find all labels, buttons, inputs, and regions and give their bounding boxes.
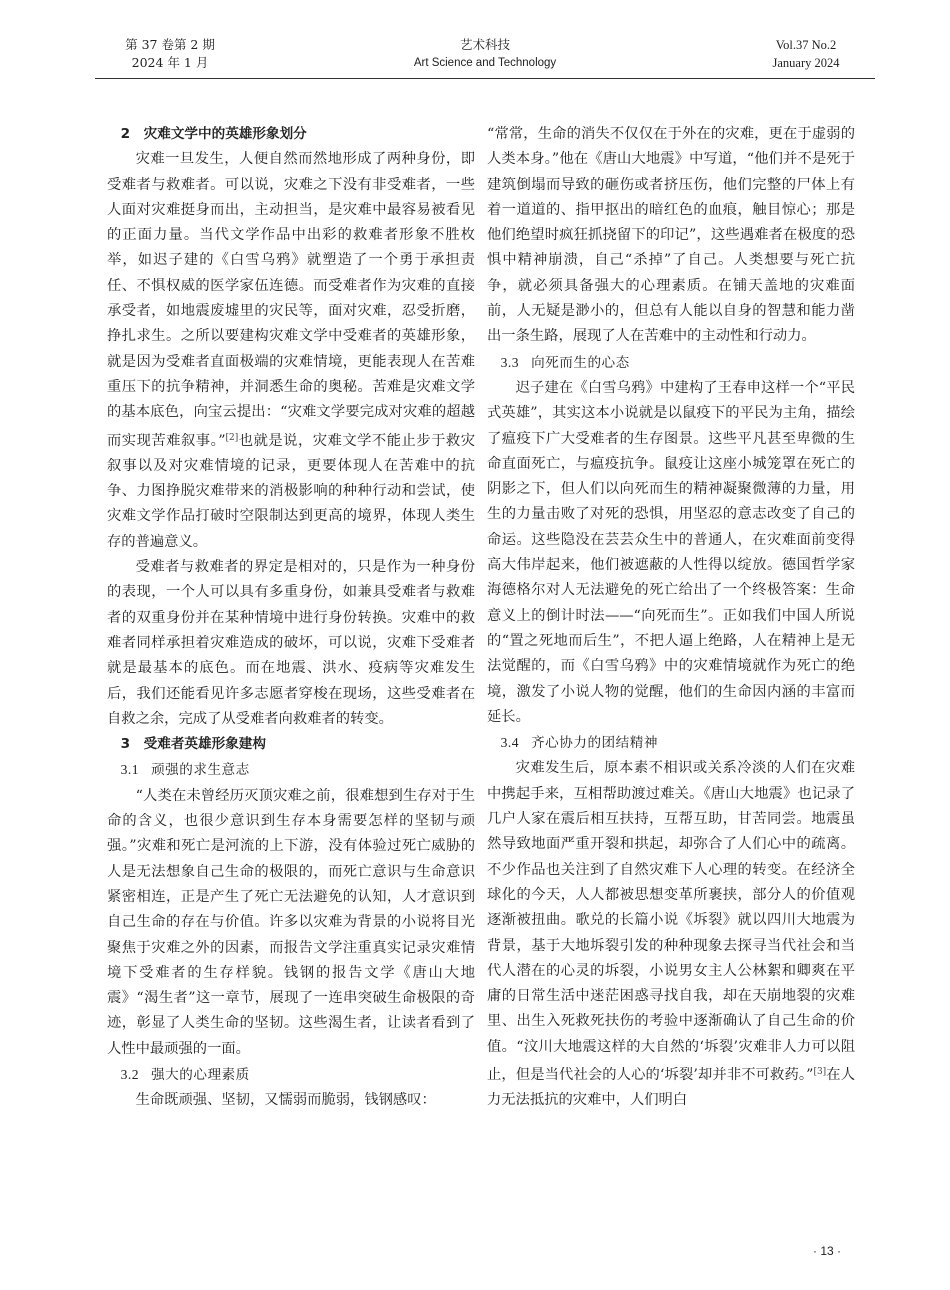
subsection-heading-3-4 xyxy=(487,730,855,756)
page-header xyxy=(95,36,875,78)
subsection-heading-3-1 xyxy=(107,757,475,783)
paragraph xyxy=(487,756,855,1113)
subsection-title: 强大的心理素质 xyxy=(151,1066,250,1083)
paragraph xyxy=(107,147,475,555)
paragraph-text: 也就是说，灾难文学不能止步于救灾叙事以及对灾难情境的记录，更要体现人在苦难中的抗争、力图挣脱灾难带来的消极影响的种种行动和尝试，使灾难文学作品打破时空限制达到更高的境界，体现人类生存的普遍意义。 xyxy=(107,432,475,550)
subsection-title: 齐心协力的团结精神 xyxy=(531,735,658,752)
journal-title-en: Art Science and Technology xyxy=(413,57,557,69)
volume-en: Vol.37 No.2 xyxy=(775,38,837,52)
paragraph: 迟子建在《白雪乌鸦》中建构了王春申这样一个“平民式英雄”，其实这本小说就是以鼠疫下的平民为主角，描绘了瘟疫下广大受难者的生存图景。这些平凡甚至卑微的生命直面死亡，与瘟疫抗争。鼠疫让这座小城笼罩在死亡的阴影之下，但人们以向死而生的精神凝聚微薄的力量，用生的力量击败了对死的恐惧，用坚忍的意志改变了自己的命运。这些隐没在芸芸众生中的普通人，在灾难面前变得高大伟岸起来，他们被遮蔽的人性得以绽放。德国哲学家海德格尔对人无法避免的死亡给出了一个终极答案：生命意义上的倒计时法——“向死而生”。正如我们中国人所说的“置之死地而后生”，不把人逼上绝路，人在精神上是无法觉醒的，而《白雪乌鸦》中的灾难情境就作为死亡的绝境，激发了小说人物的觉醒，他们的生命因内涵的丰富而延长。 xyxy=(487,379,855,725)
header-right xyxy=(751,36,861,72)
subsection-heading-3-2 xyxy=(107,1062,475,1088)
paragraph-text: 灾难一旦发生，人便自然而然地形成了两种身份，即受难者与救难者。可以说，灾难之下没有非受难者，一些人面对灾难挺身而出，主动担当，是灾难中最容易被看见的正面力量。当代文学作品中出彩的救难者形象不胜枚举，如迟子建的《白雪乌鸦》就塑造了一个勇于承担责任、不惧权威的医学家伍连德。而受难者作为灾难的直接承受者，如地震废墟里的灾民等，面对灾难，忍受折磨，挣扎求生。之所以要建构灾难文学中受难者的英雄形象，就是因为受难者直面极端的灾难情境，更能表现人在苦难重压下的抗争精神，并洞悉生命的奥秘。苦难是灾难文学的基本底色，向宝云提出：“灾难文学要完成对灾难的超越而实现苦难叙事。” xyxy=(107,151,475,449)
paragraph: 生命既顽强、坚韧，又懦弱而脆弱，钱钢感叹： xyxy=(135,1092,436,1109)
subsection-number: 3.1 xyxy=(120,762,140,778)
subsection-title: 向死而生的心态 xyxy=(531,354,630,371)
paragraph-text: 在人力无法抵抗的灾难中，人们明白 xyxy=(487,1066,856,1109)
paragraph: 受难者与救难者的界定是相对的，只是作为一种身份的表现，一个人可以具有多重身份，如兼具受难者与救难者的双重身份并在某种情境中进行身份转换。灾难中的救难者同样承担着灾难造成的破坏，可以说，灾难下受难者就是最基本的底色。而在地震、洪水、疫病等灾难发生后，我们还能看见许多志愿者穿梭在现场，这些受难者在自救之余，完成了从受难者向救难者的转变。 xyxy=(107,559,475,727)
right-column xyxy=(487,122,855,1114)
paragraph: “人类在未曾经历灭顶灾难之前，很难想到生存对于生命的含义，也很少意识到生存本身需要怎样的坚韧与顽强。”灾难和死亡是河流的上下游，没有体验过死亡威胁的人是无法想象自己生命的极限的，而死亡意识与生命意识紧密相连，正是产生了死亡无法避免的认知，人才意识到自己生命的存在与价值。许多以灾难为背景的小说将目光聚焦于灾难之外的因素，而报告文学注重真实记录灾难情境下受难者的生存样貌。钱钢的报告文学《唐山大地震》“渴生者”这一章节，展现了一连串突破生命极限的奇迹，彰显了人类生命的坚韧。这些渴生者，让读者看到了人性中最顽强的一面。 xyxy=(107,787,475,1057)
paragraph-text: 灾难发生后，原本素不相识或关系冷淡的人们在灾难中携起手来，互相帮助渡过难关。《唐山大地震》也记录了几户人家在震后相互扶持，互帮互助，甘苦同尝。地震虽然导致地面严重开裂和拱起，却弥合了人们心中的疏离。不少作品也关注到了自然灾难下人心理的转变。在经济全球化的今天，人人都被思想变革所裹挟，部分人的价值观逐渐被扭曲。歌兑的长篇小说《坼裂》就以四川大地震为背景，基于大地坼裂引发的种种现象去探寻当代社会和当代人潜在的心灵的坼裂，小说男女主人公林絮和卿爽在平庸的日常生活中迷茫困惑寻找自我，却在天崩地裂的灾难里、出生入死救死扶伤的考验中逐渐确认了自己生命的价值。“汶川大地震这样的大自然的‘坼裂’灾难非人力可以阻止，但是当代社会的人心的‘坼裂’却并非不可救药。” xyxy=(487,760,855,1083)
subsection-number: 3.3 xyxy=(500,354,520,370)
paragraph-continued: “常常，生命的消失不仅仅在于外在的灾难，更在于虚弱的人类本身。”他在《唐山大地震》中写道，“他们并不是死于建筑倒塌而导致的砸伤或者挤压伤，他们完整的尸体上有着一道道的、指甲抠出的暗红色的血痕，触目惊心；那是他们绝望时疯狂抓挠留下的印记”，这些遇难者在极度的恐惧中精神崩溃，自己“杀掉”了自己。人类想要与死亡抗争，就必须具备强大的心理素质。在铺天盖地的灾难面前，人无疑是渺小的，但总有人能以自身的智慧和能力凿出一条生路，展现了人在苦难中的主动性和行动力。 xyxy=(487,126,855,345)
subsection-number: 3.4 xyxy=(500,735,520,751)
subsection-number: 3.2 xyxy=(120,1066,140,1082)
citation-ref: [2] xyxy=(225,432,239,443)
page-number: · 13 · xyxy=(813,1244,842,1258)
left-column xyxy=(107,122,475,1114)
header-left xyxy=(110,36,230,72)
subsection-title: 顽强的求生意志 xyxy=(151,762,250,779)
section-heading-2: 2 灾难文学中的英雄形象划分 xyxy=(120,126,307,142)
journal-title-cn: 艺术科技 xyxy=(459,37,510,52)
header-rule xyxy=(95,78,875,79)
section-heading-3: 3 受难者英雄形象建构 xyxy=(120,736,266,753)
volume-cn: 第 37 卷第 2 期 xyxy=(125,37,215,52)
subsection-heading-3-3 xyxy=(487,350,855,376)
date-cn: 2024 年 1 月 xyxy=(131,55,209,70)
date-en: January 2024 xyxy=(772,56,840,70)
header-center xyxy=(395,36,575,72)
citation-ref: [3] xyxy=(813,1066,827,1077)
